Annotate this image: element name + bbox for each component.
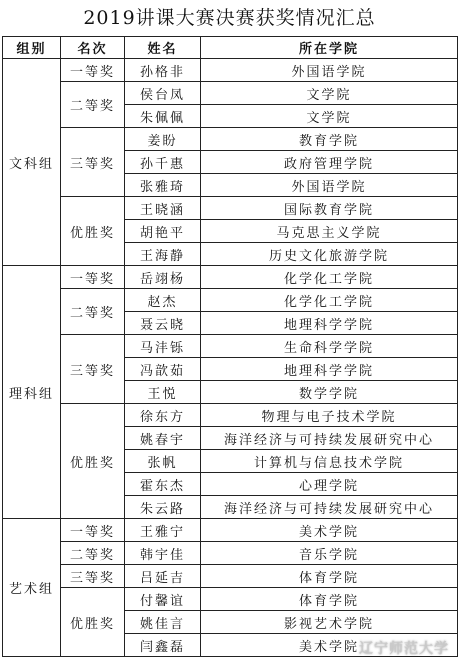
winner-name: 聂云晓 — [125, 312, 201, 335]
winner-name: 王悦 — [125, 381, 201, 404]
college-name: 心理学院 — [201, 473, 458, 496]
header-rank: 名次 — [61, 37, 125, 59]
table-header-row — [3, 37, 458, 59]
prize-cell: 三等奖 — [61, 565, 125, 588]
prize-cell: 优胜奖 — [61, 197, 125, 266]
college-name: 马克思主义学院 — [201, 220, 458, 243]
winner-name: 张帆 — [125, 450, 201, 473]
prize-cell: 一等奖 — [61, 519, 125, 542]
winner-name: 姜盼 — [125, 128, 201, 151]
college-name: 国际教育学院 — [201, 197, 458, 220]
winner-name: 王晓涵 — [125, 197, 201, 220]
college-name: 音乐学院 — [201, 542, 458, 565]
college-name: 地理科学学院 — [201, 312, 458, 335]
table-row — [3, 588, 458, 611]
group-cell: 文科组 — [3, 59, 61, 266]
header-group: 组别 — [3, 37, 61, 59]
prize-cell: 二等奖 — [61, 82, 125, 128]
college-name: 美术学院 — [201, 519, 458, 542]
college-name: 政府管理学院 — [201, 151, 458, 174]
winner-name: 霍东杰 — [125, 473, 201, 496]
college-name: 海洋经济与可持续发展研究中心 — [201, 496, 458, 519]
university-watermark: 辽宁师范大学 — [359, 641, 449, 657]
college-name: 地理科学学院 — [201, 358, 458, 381]
college-name: 计算机与信息技术学院 — [201, 450, 458, 473]
winner-name: 朱云路 — [125, 496, 201, 519]
winner-name: 吕延吉 — [125, 565, 201, 588]
prize-cell: 优胜奖 — [61, 404, 125, 519]
table-row — [3, 404, 458, 427]
winner-name: 张雅琦 — [125, 174, 201, 197]
table-row — [3, 289, 458, 312]
awards-table — [2, 36, 458, 657]
college-name: 生命科学学院 — [201, 335, 458, 358]
college-name: 历史文化旅游学院 — [201, 243, 458, 266]
table-row — [3, 59, 458, 82]
table-row — [3, 197, 458, 220]
college-name: 体育学院 — [201, 565, 458, 588]
prize-cell: 一等奖 — [61, 266, 125, 289]
college-name: 化学化工学院 — [201, 289, 458, 312]
prize-cell: 二等奖 — [61, 542, 125, 565]
group-cell: 艺术组 — [3, 519, 61, 657]
college-name: 影视艺术学院 — [201, 611, 458, 634]
winner-name: 朱佩佩 — [125, 105, 201, 128]
winner-name: 徐东方 — [125, 404, 201, 427]
college-name: 美术学院 — [201, 634, 458, 657]
table-row — [3, 82, 458, 105]
winner-name: 胡艳平 — [125, 220, 201, 243]
college-name: 外国语学院 — [201, 174, 458, 197]
header-name: 姓名 — [125, 37, 201, 59]
table-row — [3, 565, 458, 588]
winner-name: 马沣铄 — [125, 335, 201, 358]
winner-name: 冯歆茹 — [125, 358, 201, 381]
winner-name: 孙格非 — [125, 59, 201, 82]
college-name: 文学院 — [201, 82, 458, 105]
college-name: 外国语学院 — [201, 59, 458, 82]
winner-name: 王海静 — [125, 243, 201, 266]
group-cell: 理科组 — [3, 266, 61, 519]
page-title: 2019讲课大赛决赛获奖情况汇总 — [83, 7, 376, 29]
prize-cell: 三等奖 — [61, 128, 125, 197]
awards-body — [3, 59, 458, 657]
table-row — [3, 335, 458, 358]
winner-name: 孙千惠 — [125, 151, 201, 174]
college-name: 数学学院 — [201, 381, 458, 404]
winner-name: 王雅宁 — [125, 519, 201, 542]
prize-cell: 优胜奖 — [61, 588, 125, 657]
winner-name: 闫鑫磊 — [125, 634, 201, 657]
winner-name: 岳翊杨 — [125, 266, 201, 289]
winner-name: 韩宇佳 — [125, 542, 201, 565]
prize-cell: 二等奖 — [61, 289, 125, 335]
winner-name: 付馨谊 — [125, 588, 201, 611]
college-name: 体育学院 — [201, 588, 458, 611]
winner-name: 姚春宇 — [125, 427, 201, 450]
prize-cell: 三等奖 — [61, 335, 125, 404]
header-college: 所在学院 — [201, 37, 458, 59]
college-name: 海洋经济与可持续发展研究中心 — [201, 427, 458, 450]
college-name: 物理与电子技术学院 — [201, 404, 458, 427]
table-row — [3, 519, 458, 542]
table-row — [3, 266, 458, 289]
college-name: 文学院 — [201, 105, 458, 128]
college-name: 化学化工学院 — [201, 266, 458, 289]
table-row — [3, 542, 458, 565]
winner-name: 侯台凤 — [125, 82, 201, 105]
college-name: 教育学院 — [201, 128, 458, 151]
winner-name: 赵杰 — [125, 289, 201, 312]
table-row — [3, 128, 458, 151]
winner-name: 姚佳言 — [125, 611, 201, 634]
prize-cell: 一等奖 — [61, 59, 125, 82]
